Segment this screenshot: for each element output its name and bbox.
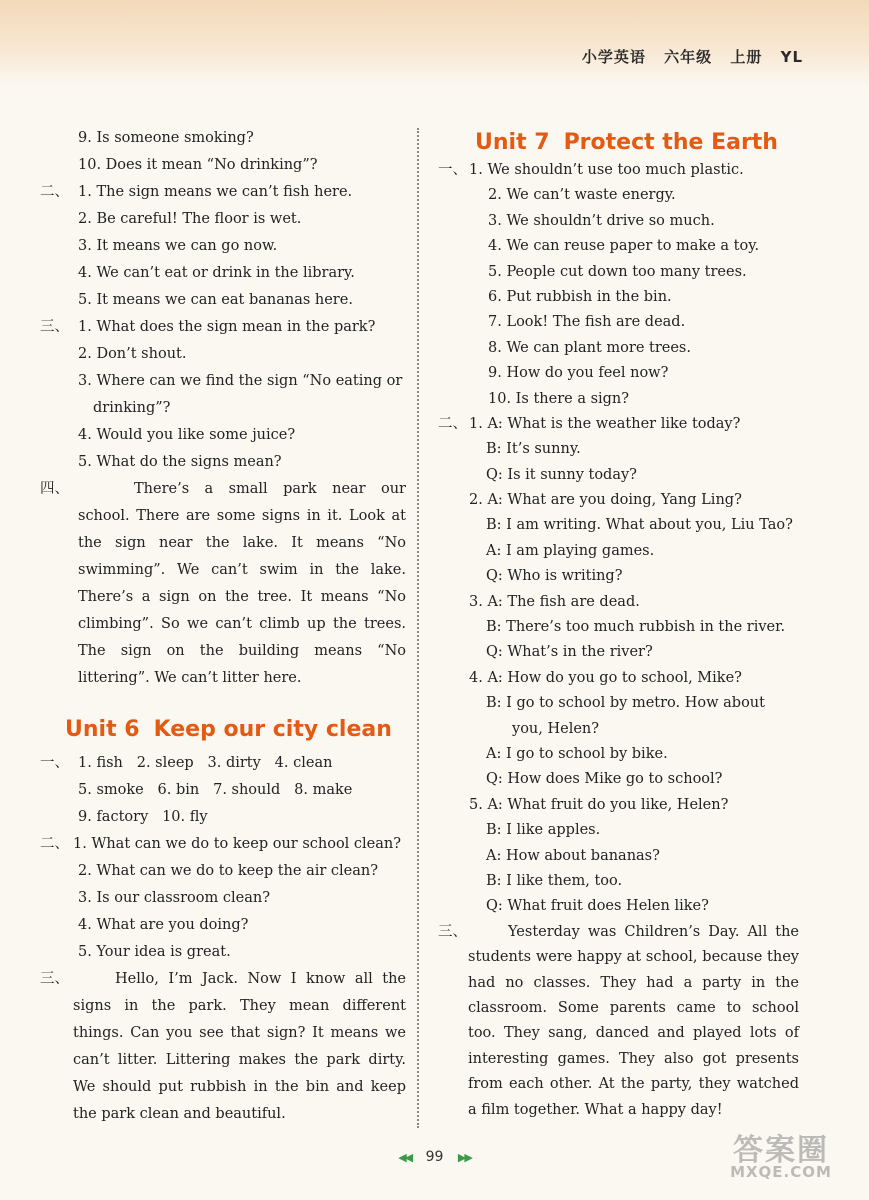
dialogue-line: B: There’s too much rubbish in the river. bbox=[486, 619, 786, 636]
answer-line: 4. We can’t eat or drink in the library. bbox=[78, 265, 355, 281]
dialogue-line: Q: Who is writing? bbox=[486, 568, 623, 585]
prev-arrows-icon: ◀◀ bbox=[398, 1151, 412, 1164]
passage: Hello, I’m Jack. Now I know all the signs in the park. They mean different things. Can you see that sign? It means we can’t litter. Littering makes the park dirty. We should put rubbish in the bin and keep the park clean and beautiful. bbox=[73, 971, 406, 1122]
watermark bbox=[701, 1125, 861, 1181]
dialogue-line: A: I go to school by bike. bbox=[486, 745, 668, 762]
unit-number: Unit 7 bbox=[475, 130, 550, 155]
answer-line: 7. Look! The fish are dead. bbox=[488, 314, 686, 331]
dialogue-line: B: I am writing. What about you, Liu Tao? bbox=[486, 517, 793, 534]
dialogue-line: Q: Is it sunny today? bbox=[486, 466, 637, 483]
answer-line: 4. Would you like some juice? bbox=[78, 427, 296, 443]
answer-line: 9. Is someone smoking? bbox=[78, 130, 254, 146]
answer-line: 1. What does the sign mean in the park? bbox=[78, 319, 376, 335]
right-column bbox=[438, 128, 803, 1123]
unit-number: Unit 6 bbox=[65, 717, 140, 742]
section-marker: 一、 bbox=[40, 755, 69, 771]
answer-line: 1. A: What is the weather like today? bbox=[469, 415, 741, 432]
unit-name: Keep our city clean bbox=[153, 717, 392, 742]
answer-line: 10. Does it mean “No drinking”? bbox=[78, 157, 318, 173]
answer-line: drinking”? bbox=[93, 400, 171, 416]
dialogue-line: you, Helen? bbox=[512, 720, 600, 737]
dialogue-line: B: I like them, too. bbox=[486, 872, 623, 889]
answer-line: 3. Where can we find the sign “No eating or bbox=[78, 373, 403, 389]
answer-line: 5. It means we can eat bananas here. bbox=[78, 292, 353, 308]
section-marker: 二、 bbox=[40, 184, 69, 200]
answer-line: 1. fish 2. sleep 3. dirty 4. clean bbox=[78, 755, 333, 771]
answer-line: 5. What do the signs mean? bbox=[78, 454, 282, 470]
section-marker: 三、 bbox=[438, 923, 467, 940]
answer-line: 10. Is there a sign? bbox=[488, 390, 630, 407]
passage: There’s a small park near our school. There are some signs in it. Look at the sign near the lake. It means “No swimming”. We can’t swim in the lake. There’s a sign on the tree. It means “No climbing”. So we can’t climb up the trees. The sign on the building means “No littering”. We can’t litter here. bbox=[78, 481, 406, 686]
column-divider bbox=[417, 128, 419, 1128]
answer-line: 1. What can we do to keep our school clean? bbox=[73, 836, 402, 852]
answer-line: 3. We shouldn’t drive so much. bbox=[488, 212, 715, 229]
dialogue-line: Q: How does Mike go to school? bbox=[486, 771, 723, 788]
answer-line: 4. What are you doing? bbox=[78, 917, 249, 933]
answer-line: 9. How do you feel now? bbox=[488, 365, 669, 382]
unit-6-title bbox=[40, 710, 410, 750]
header-edition: YL bbox=[780, 48, 803, 66]
left-column bbox=[40, 125, 410, 1128]
section-marker: 三、 bbox=[40, 319, 69, 335]
answer-line: 5. A: What fruit do you like, Helen? bbox=[469, 796, 729, 813]
passage: Yesterday was Children’s Day. All the students were happy at school, because they had no classes. They had a party in the classroom. Some parents came to school too. They sang, danced and played lots of interesting games. They also got presents from each other. At the party, they watched a film together. What a happy day! bbox=[468, 923, 799, 1118]
watermark-url: MXQE.COM bbox=[730, 1163, 832, 1181]
unit-7-title bbox=[438, 128, 803, 158]
answer-line: 6. Put rubbish in the bin. bbox=[488, 288, 672, 305]
dialogue-line: Q: What’s in the river? bbox=[486, 644, 653, 661]
section-marker: 三、 bbox=[40, 971, 69, 987]
section-marker: 二、 bbox=[40, 836, 69, 852]
answer-line: 3. It means we can go now. bbox=[78, 238, 278, 254]
dialogue-line: A: How about bananas? bbox=[486, 847, 660, 864]
answer-line: 3. A: The fish are dead. bbox=[469, 593, 640, 610]
watermark-logo: 答案圈 bbox=[733, 1133, 829, 1168]
section-marker: 二、 bbox=[438, 415, 467, 432]
top-band bbox=[0, 0, 869, 88]
dialogue-line: B: I like apples. bbox=[486, 822, 601, 839]
answer-line: 2. We can’t waste energy. bbox=[488, 187, 676, 204]
header-volume: 上册 bbox=[730, 48, 763, 66]
section-marker: 一、 bbox=[438, 162, 467, 178]
answer-line: 3. Is our classroom clean? bbox=[78, 890, 270, 906]
section-marker: 四、 bbox=[40, 481, 69, 497]
header-grade: 六年级 bbox=[664, 48, 713, 66]
answer-line: 5. Your idea is great. bbox=[78, 944, 231, 960]
next-arrows-icon: ▶▶ bbox=[457, 1151, 471, 1164]
page-number: 99 bbox=[425, 1149, 444, 1165]
answer-line: 4. We can reuse paper to make a toy. bbox=[488, 238, 760, 255]
answer-line: 2. Be careful! The floor is wet. bbox=[78, 211, 302, 227]
dialogue-line: B: It’s sunny. bbox=[486, 441, 581, 458]
dialogue-line: B: I go to school by metro. How about bbox=[486, 695, 765, 712]
answer-line: 8. We can plant more trees. bbox=[488, 339, 691, 356]
answer-line: 2. What can we do to keep the air clean? bbox=[78, 863, 378, 879]
answer-line: 1. The sign means we can’t fish here. bbox=[78, 184, 353, 200]
answer-line: 2. Don’t shout. bbox=[78, 346, 187, 362]
header-subject: 小学英语 bbox=[581, 48, 646, 66]
answer-line: 4. A: How do you go to school, Mike? bbox=[469, 669, 742, 686]
answer-line: 1. We shouldn’t use too much plastic. bbox=[469, 162, 744, 178]
page-header bbox=[570, 46, 803, 67]
dialogue-line: A: I am playing games. bbox=[486, 542, 655, 559]
answer-line: 9. factory 10. fly bbox=[78, 809, 208, 825]
dialogue-line: Q: What fruit does Helen like? bbox=[486, 898, 709, 915]
answer-line: 5. People cut down too many trees. bbox=[488, 263, 747, 280]
answer-line: 2. A: What are you doing, Yang Ling? bbox=[469, 492, 742, 509]
unit-name: Protect the Earth bbox=[563, 130, 778, 155]
answer-line: 5. smoke 6. bin 7. should 8. make bbox=[78, 782, 353, 798]
